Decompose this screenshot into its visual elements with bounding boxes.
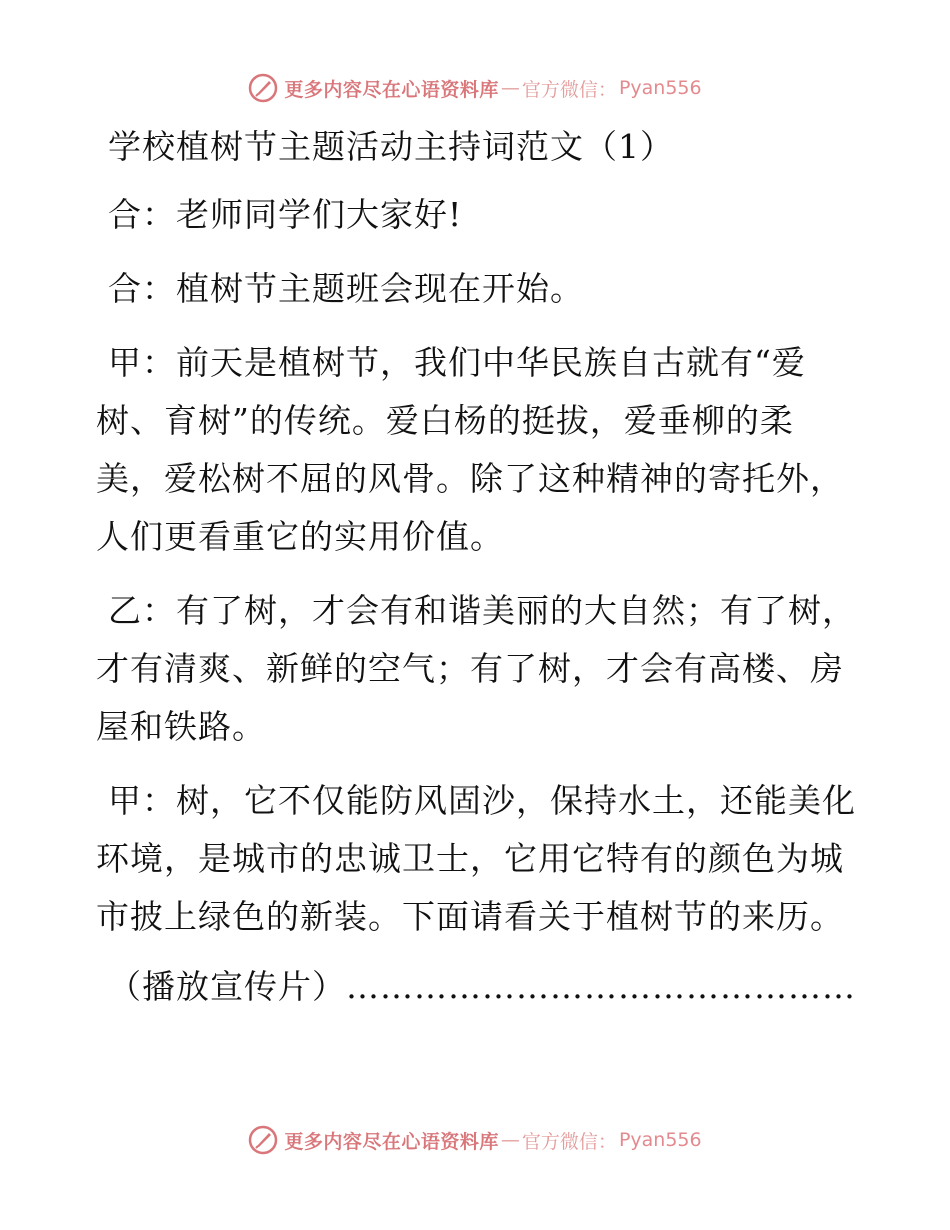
- document-body: [96, 120, 856, 1016]
- paragraph-opening: 合：植树节主题班会现在开始。: [108, 269, 584, 308]
- watermark-dash: —: [500, 77, 520, 99]
- watermark-header: [0, 68, 950, 108]
- quill-logo-icon: [248, 73, 278, 103]
- watermark-main-text: 更多内容尽在心语资料库: [284, 1130, 499, 1153]
- watermark-wechat-label: 官方微信：: [521, 1130, 617, 1153]
- paragraph-yi-1: 乙：有了树，才会有和谐美丽的大自然；有了树，才有清爽、新鲜的空气；有了树，才会有高楼、房屋和铁路。: [96, 591, 856, 746]
- watermark-dash: —: [500, 1129, 520, 1151]
- watermark-wechat-label: 官方微信：: [521, 78, 617, 101]
- paragraph-closing: （播放宣传片）………………………………………: [108, 967, 856, 1006]
- watermark-wechat-id: Pyan556: [618, 1129, 702, 1151]
- quill-logo-icon: [248, 1125, 278, 1155]
- watermark-wechat-id: Pyan556: [618, 77, 702, 99]
- watermark-footer: [0, 1120, 950, 1160]
- paragraph-greeting: 合：老师同学们大家好!: [108, 195, 463, 234]
- paragraph-jia-2: 甲：树，它不仅能防风固沙，保持水土，还能美化环境，是城市的忠诚卫士，它用它特有的颜色为城市披上绿色的新装。下面请看关于植树节的来历。: [96, 781, 856, 936]
- document-title: 学校植树节主题活动主持词范文（1）: [108, 127, 674, 166]
- paragraph-jia-1: 甲：前天是植树节，我们中华民族自古就有“爱树、育树”的传统。爱白杨的挺拔，爱垂柳的柔美，爱松树不屈的风骨。除了这种精神的寄托外，人们更看重它的实用价值。: [96, 343, 844, 556]
- watermark-main-text: 更多内容尽在心语资料库: [284, 78, 499, 101]
